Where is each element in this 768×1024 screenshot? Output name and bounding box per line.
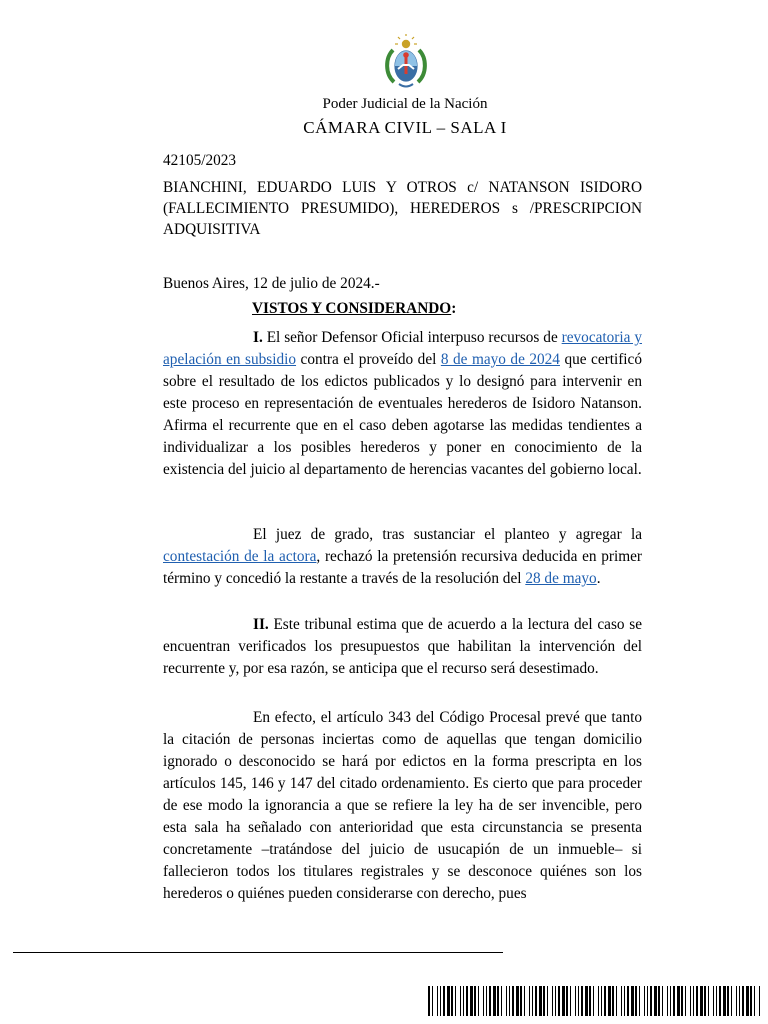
court-name-line-2: CÁMARA CIVIL – SALA I <box>303 118 507 137</box>
paragraph-text: El señor Defensor Oficial interpuso recursos de <box>262 329 562 346</box>
section-heading-colon: : <box>451 300 457 317</box>
paragraph-text: En efecto, el artículo 343 del Código Procesal prevé que tanto la citación de personas inciertas como de aquellas que tengan domicilio ignorado o desconocido se hará por edictos en la forma prescripta en los artículos 145, 146 y 147 del citado ordenamiento. Es cierto que para proceder de ese modo la ignorancia a que se refiere la ley ha de ser invencible, pero esta sala ha señalado con anterioridad que esta circunstancia se presenta concretamente –tratándose del juicio de usucapión de un inmueble– si fallecieron todos los titulares registrales y se desconoce quiénes son los herederos o quiénes pueden considerarse con derecho, pues <box>163 709 642 902</box>
paragraph-text: . <box>596 570 601 587</box>
paragraph-text: , rechazó la pretensión recursiva deducida en primer término y concedió la restante a través de la resolución del <box>163 548 642 587</box>
paragraph-3 <box>163 614 642 680</box>
paragraph-text: que certificó sobre el resultado de los edictos publicados y lo designó para intervenir en este proceso en representación de eventuales herederos de Isidoro Natanson. Afirma el recurrente que en el caso deben agotarse las medidas tendientes a individualizar a los posibles herederos y poner en conocimiento de la existencia del juicio al departamento de herencias vacantes del gobierno local. <box>163 351 642 478</box>
paragraph-number-2: II. <box>253 616 269 633</box>
barcode-icon <box>428 986 764 1016</box>
paragraph-number-1: I. <box>253 329 263 346</box>
coat-of-arms-icon <box>381 34 431 92</box>
link-28-de-mayo[interactable]: 28 de mayo <box>525 570 597 587</box>
paragraph-text: El juez de grado, tras sustanciar el planteo y agregar la <box>253 526 642 543</box>
case-caption: BIANCHINI, EDUARDO LUIS Y OTROS c/ NATANSON ISIDORO (FALLECIMIENTO PRESUMIDO), HEREDEROS s /PRESCRIPCION ADQUISITIVA <box>163 179 642 238</box>
link-8-de-mayo[interactable]: 8 de mayo de 2024 <box>440 351 560 368</box>
section-heading-text: VISTOS Y CONSIDERANDO <box>252 300 452 317</box>
court-name-line-1: Poder Judicial de la Nación <box>322 96 488 112</box>
footnote-rule <box>13 952 503 953</box>
paragraph-text: Este tribunal estima que de acuerdo a la lectura del caso se encuentran verificados los presupuestos que habilitan la intervención del recurrente y, por esa razón, se anticipa que el recurso será desestimado. <box>163 616 642 677</box>
paragraph-4 <box>163 707 642 905</box>
section-heading <box>252 300 456 318</box>
paragraph-text: contra el proveído del <box>296 351 441 368</box>
case-number: 42105/2023 <box>163 152 237 169</box>
date-line: Buenos Aires, 12 de julio de 2024.- <box>163 275 380 292</box>
paragraph-2 <box>163 524 642 590</box>
link-contestacion-actora[interactable]: contestación de la actora <box>163 548 317 565</box>
paragraph-1 <box>163 327 642 481</box>
link-revocatoria[interactable]: revocatoria y apelación en subsidio <box>163 329 642 368</box>
